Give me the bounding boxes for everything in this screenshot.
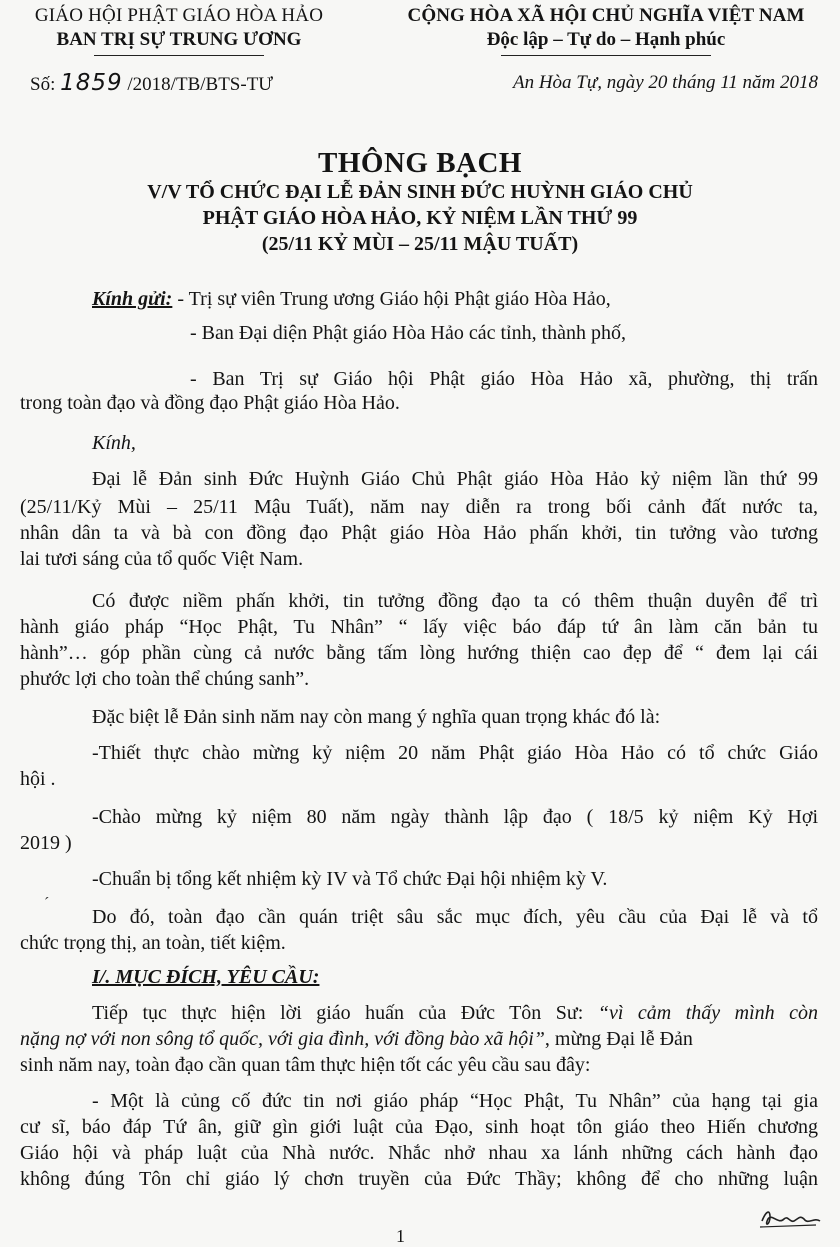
document-title-block <box>0 148 840 256</box>
bullet-1-line-4: không đúng Tôn chỉ giáo lý chơn truyền của Đức Thầy; không để cho những luận <box>20 1168 818 1190</box>
paragraph-2-line-4: phước lợi cho toàn thể chúng sanh”. <box>20 668 310 690</box>
item-1-line-2: hội . <box>20 768 56 790</box>
document-number-prefix: Số: <box>30 74 56 95</box>
paragraph-1-line-2: (25/11/Kỷ Mùi – 25/11 Mậu Tuất), năm nay diễn ra trong bối cảnh đất nước ta, <box>20 496 818 518</box>
national-motto: Độc lập – Tự do – Hạnh phúc <box>486 29 726 50</box>
national-title: CỘNG HÒA XÃ HỘI CHỦ NGHĨA VIỆT NAM <box>407 5 805 26</box>
section-1-line-3: sinh năm nay, toàn đạo cần quan tâm thực hiện tốt các yêu cầu sau đây: <box>20 1054 591 1076</box>
item-2-line-2: 2019 ) <box>20 832 72 854</box>
issuer-underline <box>94 55 264 56</box>
subject-line-3: (25/11 KỶ MÙI – 25/11 MẬU TUẤT) <box>261 233 579 255</box>
document-number <box>30 70 273 96</box>
subject-line-2: PHẬT GIÁO HÒA HẢO, KỶ NIỆM LẦN THỨ 99 <box>202 207 638 229</box>
recipients-label: Kính gửi: <box>92 288 173 310</box>
subject-line-1: V/V TỔ CHỨC ĐẠI LỄ ĐẢN SINH ĐỨC HUỲNH GIÁO CHỦ <box>147 181 693 203</box>
section-1-heading: I/. MỤC ĐÍCH, YÊU CẦU: <box>92 966 320 988</box>
recipient-2: - Ban Đại diện Phật giáo Hòa Hảo các tỉnh, thành phố, <box>190 322 626 344</box>
paragraph-3: Đặc biệt lễ Đản sinh năm nay còn mang ý nghĩa quan trọng khác đó là: <box>92 706 661 728</box>
bullet-1-line-1: - Một là củng cố đức tin nơi giáo pháp “Học Phật, Tu Nhân” của hạng tại gia <box>92 1090 818 1112</box>
organization-name: GIÁO HỘI PHẬT GIÁO HÒA HẢO <box>34 5 324 26</box>
paragraph-4-line-2: chức trọng thị, an toàn, tiết kiệm. <box>20 932 286 954</box>
bullet-1-line-2: cư sĩ, báo đáp Tứ ân, giữ gìn giới luật của Đạo, sinh hoạt tôn giáo theo Hiến chương <box>20 1116 818 1138</box>
national-heading-block <box>378 4 834 56</box>
issuing-department: BAN TRỊ SỰ TRUNG ƯƠNG <box>56 29 302 50</box>
issuer-block <box>14 4 344 56</box>
quote-end: nặng nợ với non sông tổ quốc, với gia đình, với đồng bào xã hội” <box>20 1028 545 1050</box>
paragraph-2-line-2: hành giáo pháp “Học Phật, Tu Nhân” “ lấy việc báo đáp tứ ân làm căn bản tu <box>20 616 818 638</box>
paragraph-2-line-3: hành”… góp phần cùng cả nước bằng tấm lòng hướng thiện cao đẹp để “ đem lại cái <box>20 642 818 664</box>
recipient-3-line-1: - Ban Trị sự Giáo hội Phật giáo Hòa Hảo xã, phường, thị trấn <box>190 368 818 390</box>
section-1-line-2-text: , mừng Đại lễ Đản <box>544 1028 693 1050</box>
quote-start: “vì cảm thấy mình còn <box>597 1002 818 1024</box>
item-2-line-1: -Chào mừng kỷ niệm 80 năm ngày thành lập đạo ( 18/5 kỷ niệm Kỷ Hợi <box>92 806 818 828</box>
document-date: An Hòa Tự, ngày 20 tháng 11 năm 2018 <box>512 72 818 93</box>
paragraph-1-line-4: lai tươi sáng của tổ quốc Việt Nam. <box>20 548 304 570</box>
motto-underline <box>501 55 711 56</box>
section-1-line-1 <box>92 1002 818 1025</box>
item-1-line-1: -Thiết thực chào mừng kỷ niệm 20 năm Phật giáo Hòa Hảo có tổ chức Giáo <box>92 742 818 764</box>
page-number: 1 <box>396 1226 405 1246</box>
recipients-line-1 <box>92 288 611 311</box>
handwritten-number: 1859 <box>60 70 123 96</box>
paragraph-1-line-3: nhân dân ta và bà con đồng đạo Phật giáo Hòa Hảo phấn khởi, tin tưởng vào tương <box>20 522 818 544</box>
signature-initials <box>758 1203 828 1233</box>
paragraph-2-line-1: Có được niềm phấn khởi, tin tưởng đồng đạo ta có thêm thuận duyên để trì <box>92 590 818 612</box>
item-3: -Chuẩn bị tổng kết nhiệm kỳ IV và Tổ chức Đại hội nhiệm kỳ V. <box>92 868 608 890</box>
recipient-3-line-2: trong toàn đạo và đồng đạo Phật giáo Hòa Hảo. <box>20 392 400 414</box>
recipient-1: - Trị sự viên Trung ương Giáo hội Phật giáo Hòa Hảo, <box>177 288 611 310</box>
salutation: Kính, <box>92 432 136 454</box>
document-title: THÔNG BẠCH <box>318 147 522 179</box>
section-1-line-1-text: Tiếp tục thực hiện lời giáo huấn của Đức Tôn Sư: <box>92 1002 598 1024</box>
scan-mark: ´ <box>44 895 50 912</box>
section-1-line-2 <box>20 1028 693 1051</box>
paragraph-4-line-1: Do đó, toàn đạo cần quán triệt sâu sắc mục đích, yêu cầu của Đại lễ và tổ <box>92 906 818 928</box>
bullet-1-line-3: Giáo hội và pháp luật của Nhà nước. Nhắc nhở nhau xa lánh những cách hành đạo <box>20 1142 818 1164</box>
document-number-suffix: /2018/TB/BTS-TƯ <box>127 74 274 95</box>
paragraph-1-line-1: Đại lễ Đản sinh Đức Huỳnh Giáo Chủ Phật giáo Hòa Hảo kỷ niệm lần thứ 99 <box>92 468 818 490</box>
